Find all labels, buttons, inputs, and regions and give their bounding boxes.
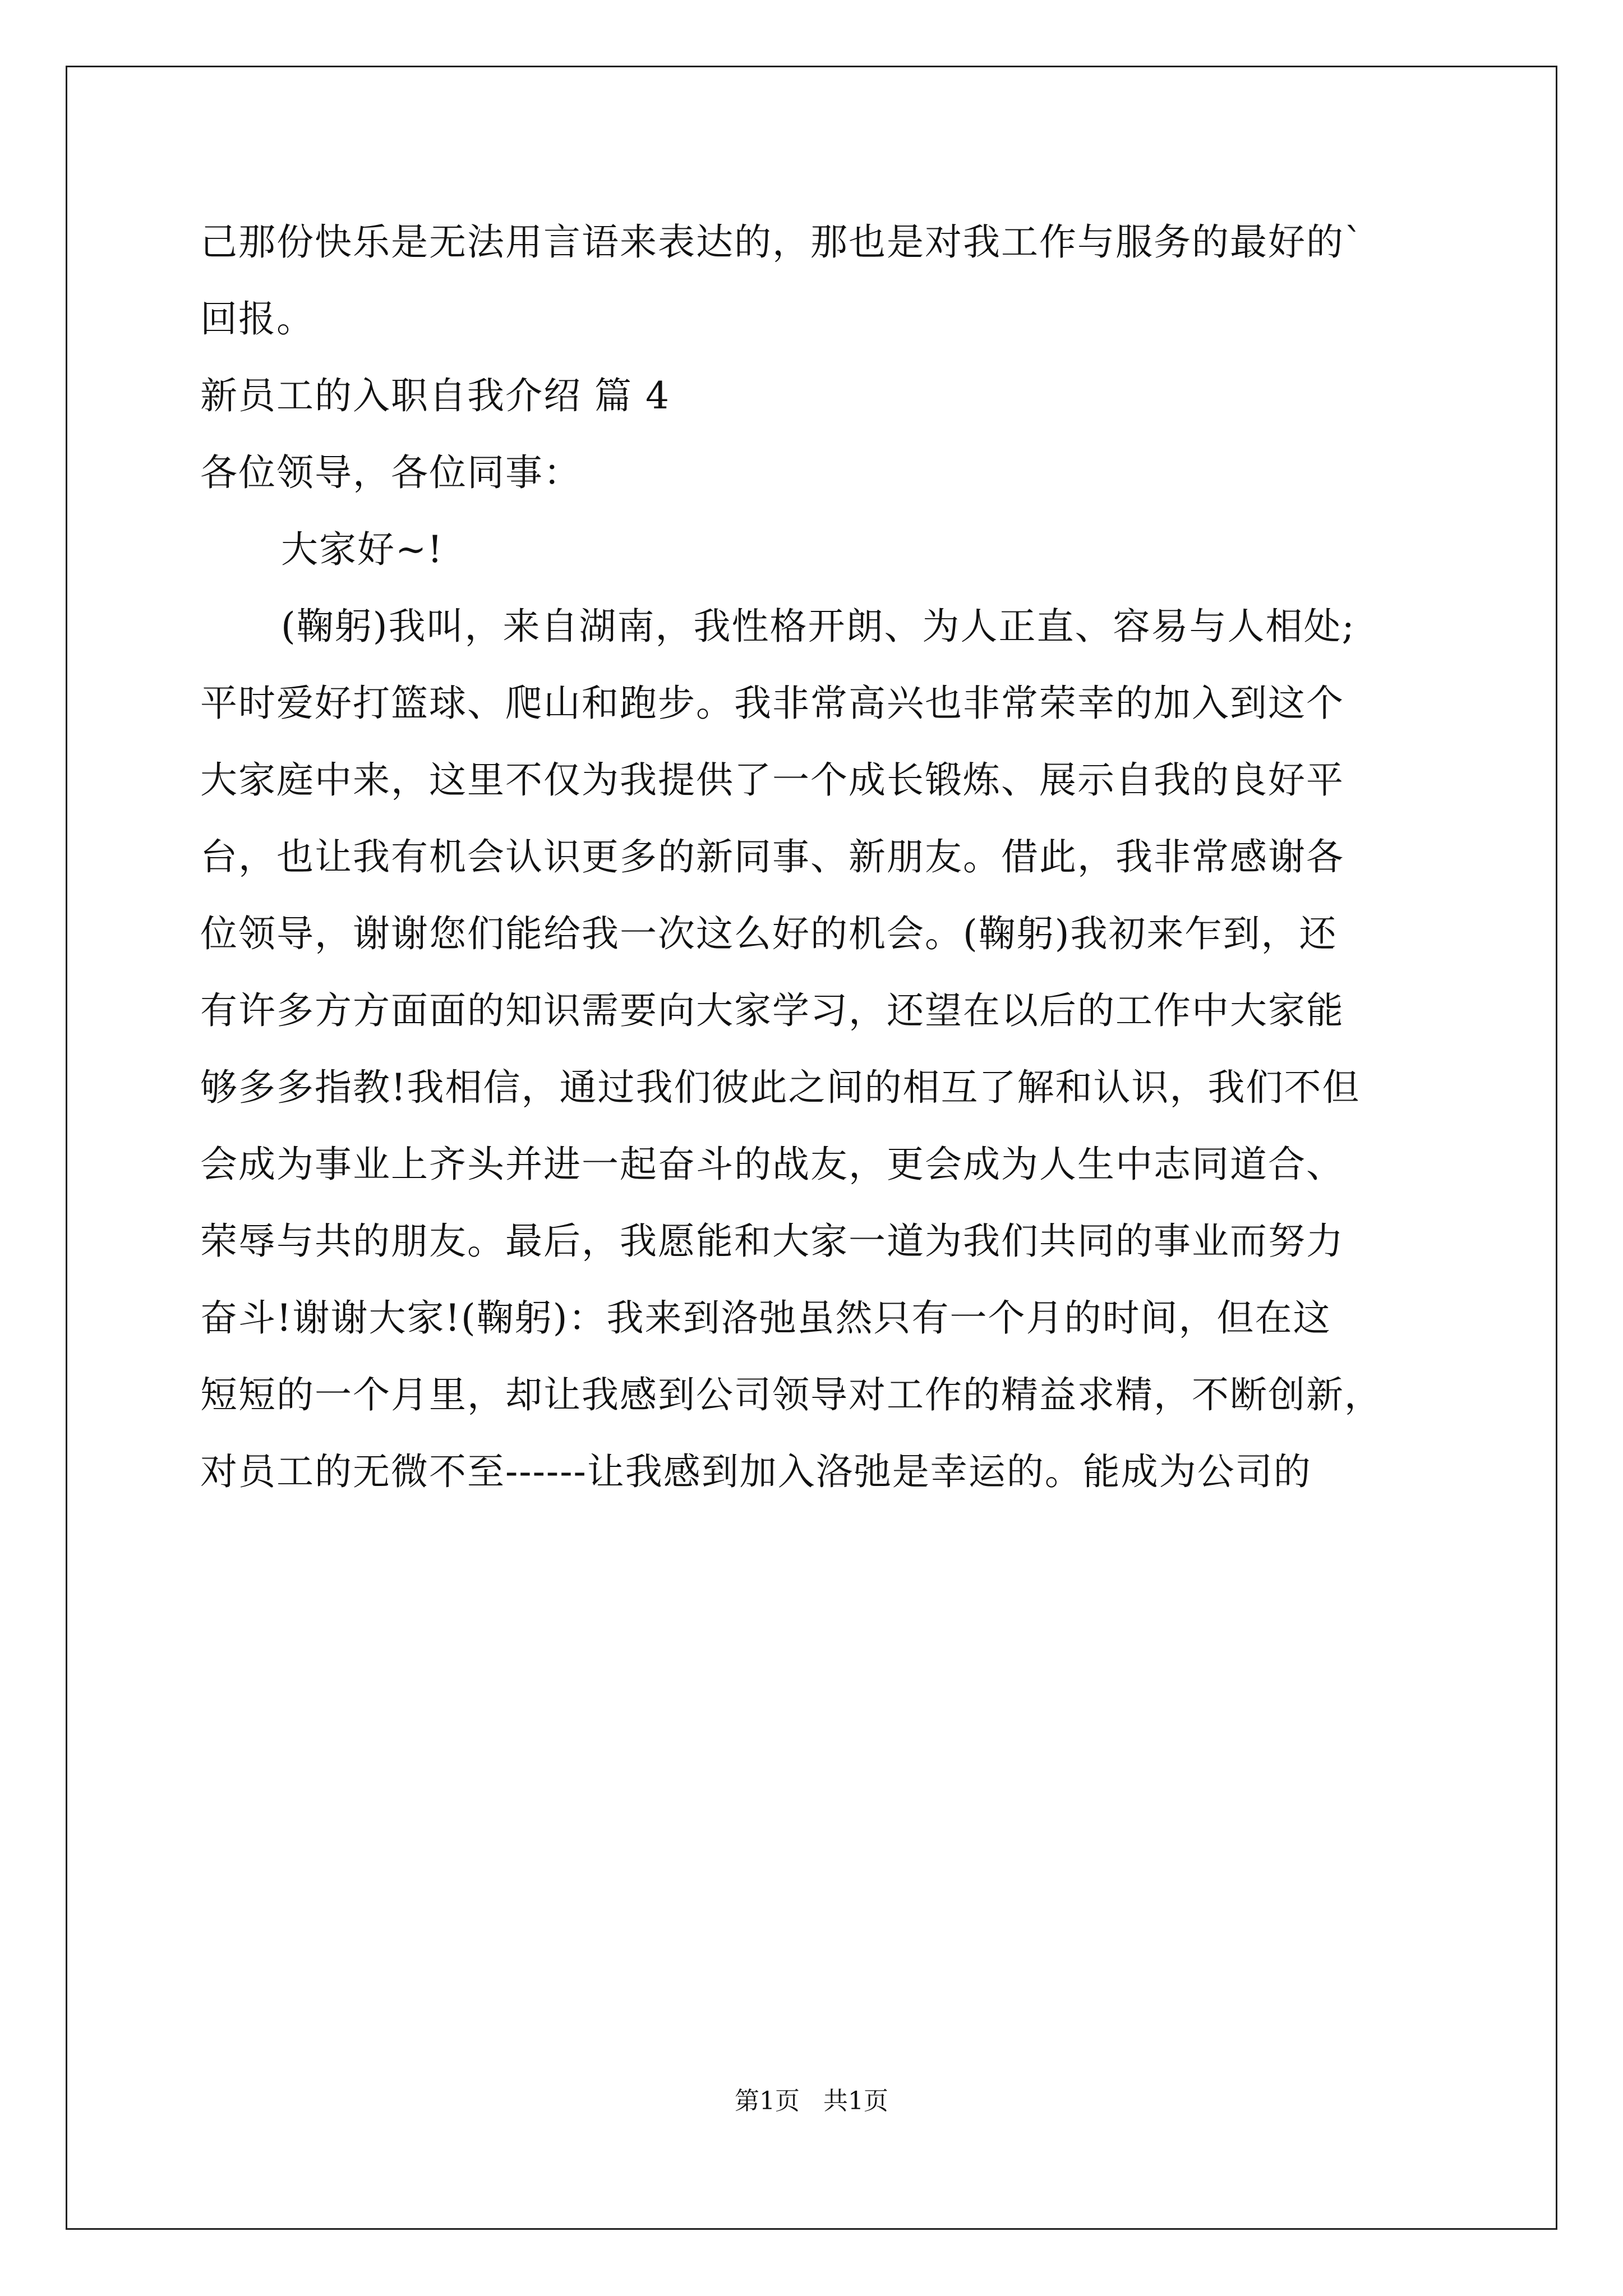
text-line: 平时爱好打篮球、爬山和跑步。我非常高兴也非常荣幸的加入到这个 xyxy=(200,682,1344,725)
text-line: 对员工的无微不至------让我感到加入洛弛是幸运的。能成为公司的 xyxy=(200,1450,1312,1493)
text-line: 位领导，谢谢您们能给我一次这么好的机会。(鞠躬)我初来乍到，还 xyxy=(200,912,1338,955)
text-line: 会成为事业上齐头并进一起奋斗的战友，更会成为人生中志同道合、 xyxy=(200,1143,1344,1186)
text-line: 大家庭中来，这里不仅为我提供了一个成长锻炼、展示自我的良好平 xyxy=(200,758,1344,802)
text-line: 己那份快乐是无法用言语来表达的，那也是对我工作与服务的最好的` xyxy=(200,220,1364,264)
section-heading: 新员工的入职自我介绍 篇 4 xyxy=(200,374,670,417)
text-line: 荣辱与共的朋友。最后，我愿能和大家一道为我们共同的事业而努力 xyxy=(200,1220,1344,1263)
text-line: 奋斗!谢谢大家!(鞠躬)：我来到洛弛虽然只有一个月的时间，但在这 xyxy=(200,1296,1331,1340)
text-line: 够多多指教!我相信，通过我们彼此之间的相互了解和认识，我们不但 xyxy=(200,1066,1361,1109)
text-line: 有许多方方面面的知识需要向大家学习，还望在以后的工作中大家能 xyxy=(200,989,1344,1032)
greeting: 大家好~! xyxy=(281,528,444,571)
text-line: (鞠躬)我叫，来自湖南，我性格开朗、为人正直、容易与人相处; xyxy=(281,605,1355,648)
text-line: 短短的一个月里，却让我感到公司领导对工作的精益求精，不断创新， xyxy=(200,1373,1382,1416)
page-footer: 第1页 共1页 xyxy=(735,2087,888,2115)
text-line: 台，也让我有机会认识更多的新同事、新朋友。借此，我非常感谢各 xyxy=(200,835,1344,878)
salutation: 各位领导，各位同事： xyxy=(200,451,582,494)
text-line: 回报。 xyxy=(200,297,315,341)
